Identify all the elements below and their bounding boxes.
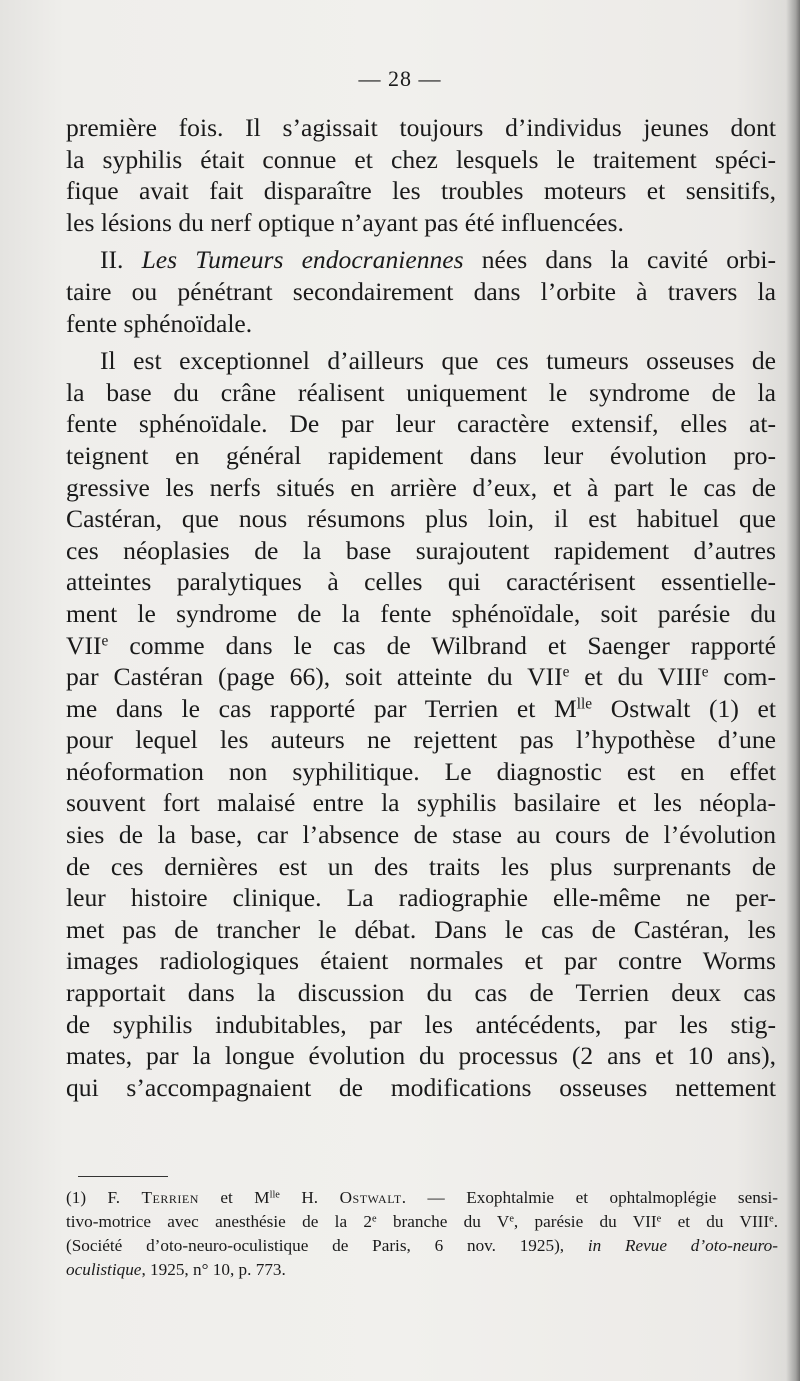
- text-line: me dans le cas rapporté par Terrien et $M^{lle}$ Ostwalt (1) et: [66, 693, 776, 723]
- journal-title: oculistique: [66, 1260, 142, 1279]
- text-line: fente sphénoïdale. De par leur caractère extensif, elles at-: [66, 409, 776, 439]
- text-line: taire ou pénétrant secondairement dans l’orbite à travers la: [66, 276, 776, 306]
- text-line: première fois. Il s’agissait toujours d’individus jeunes dont: [66, 113, 776, 142]
- text-line: de ces dernières est un des traits les plus surprenants de: [66, 851, 776, 881]
- text-line: ment le syndrome de la fente sphénoïdale, soit parésie du: [66, 598, 776, 628]
- superscript: lle: [269, 1189, 280, 1201]
- text-line: souvent fort malaisé entre la syphilis basilaire et les néopla-: [66, 788, 776, 818]
- text-line: qui s’accompagnaient de modifications osseuses nettement: [66, 1072, 776, 1102]
- text-fragment: H.: [279, 1188, 340, 1207]
- text-line: sies de la base, car l’absence de stase au cours de l’évolution: [66, 820, 776, 850]
- text-line: mates, par la longue évolution du processus (2 ans et 10 ans),: [66, 1041, 776, 1071]
- text-line: par Castéran (page 66), soit atteinte du VIIe et du VIIIe com-: [66, 662, 776, 692]
- page-edge-shadow: [786, 0, 800, 1381]
- author-name: Ostwalt: [339, 1188, 402, 1207]
- text-fragment: nées dans la cavité orbi-: [463, 245, 776, 275]
- section-number: II.: [100, 245, 142, 275]
- text-line: [66, 244, 776, 276]
- text-line: néoformation non syphilitique. Le diagnostic est en effet: [66, 756, 776, 786]
- paragraph-2-heading: [66, 244, 776, 339]
- text-fragment: , 1925, n° 10, p. 773.: [141, 1260, 286, 1279]
- footnote-separator: [78, 1176, 168, 1177]
- text-line: atteintes paralytiques à celles qui caractérisent essentielle-: [66, 567, 776, 597]
- journal-title: in Revue d’oto-neuro-: [587, 1236, 778, 1255]
- footnote-marker: (1) F.: [66, 1188, 142, 1207]
- text-line: fente sphénoïdale.: [66, 308, 253, 338]
- text-line: Castéran, que nous résumons plus loin, il est habituel que: [66, 504, 776, 534]
- text-line: met pas de trancher le débat. Dans le cas de Castéran, les: [66, 914, 776, 944]
- text-fragment: (Société d’oto-neuro-oculistique de Paris, 6 nov. 1925),: [66, 1236, 588, 1255]
- text-fragment: . — Exophtalmie et ophtalmoplégie sensi-: [401, 1188, 778, 1207]
- body-text: [66, 112, 776, 1103]
- paragraph-1: [66, 112, 776, 238]
- text-line: leur histoire clinique. La radiographie elle-même ne per-: [66, 883, 776, 913]
- text-line: de syphilis indubitables, par les antécédents, par les stig-: [66, 1009, 776, 1039]
- text-line: VIIe comme dans le cas de Wilbrand et Saenger rapporté: [66, 630, 776, 660]
- author-name: Terrien: [141, 1188, 199, 1207]
- text-line: images radiologiques étaient normales et par contre Worms: [66, 946, 776, 976]
- text-line: la syphilis était connue et chez lesquels le traitement spéci-: [66, 144, 776, 174]
- footnote-line-4: [66, 1258, 778, 1282]
- text-line: pour lequel les auteurs ne rejettent pas l’hypothèse d’une: [66, 725, 776, 755]
- footnote: [66, 1186, 778, 1282]
- text-line: rapportait dans la discussion du cas de Terrien deux cas: [66, 978, 776, 1008]
- text-line: la base du crâne réalisent uniquement le syndrome de la: [66, 377, 776, 407]
- text-fragment: et M: [198, 1188, 270, 1207]
- text-line: Il est exceptionnel d’ailleurs que ces tumeurs osseuses de: [100, 346, 776, 376]
- text-line: fique avait fait disparaître les troubles moteurs et sensitifs,: [66, 176, 776, 206]
- text-line: teignent en général rapidement dans leur évolution pro-: [66, 440, 776, 470]
- text-line: ces néoplasies de la base surajoutent rapidement d’autres: [66, 535, 776, 565]
- footnote-line-3: [66, 1234, 778, 1258]
- footnote-line-2: tivo-motrice avec anesthésie de la 2e branche du Ve, parésie du VIIe et du VIIIe.: [66, 1212, 778, 1231]
- text-line: gressive les nerfs situés en arrière d’eux, et à part le cas de: [66, 472, 776, 502]
- paragraph-3: [66, 345, 776, 1103]
- page-number: — 28 —: [358, 66, 442, 91]
- section-title: Les Tumeurs endocraniennes: [141, 245, 464, 275]
- text-line: les lésions du nerf optique n’ayant pas été influencées.: [66, 207, 624, 237]
- footnote-line-1: [66, 1186, 778, 1210]
